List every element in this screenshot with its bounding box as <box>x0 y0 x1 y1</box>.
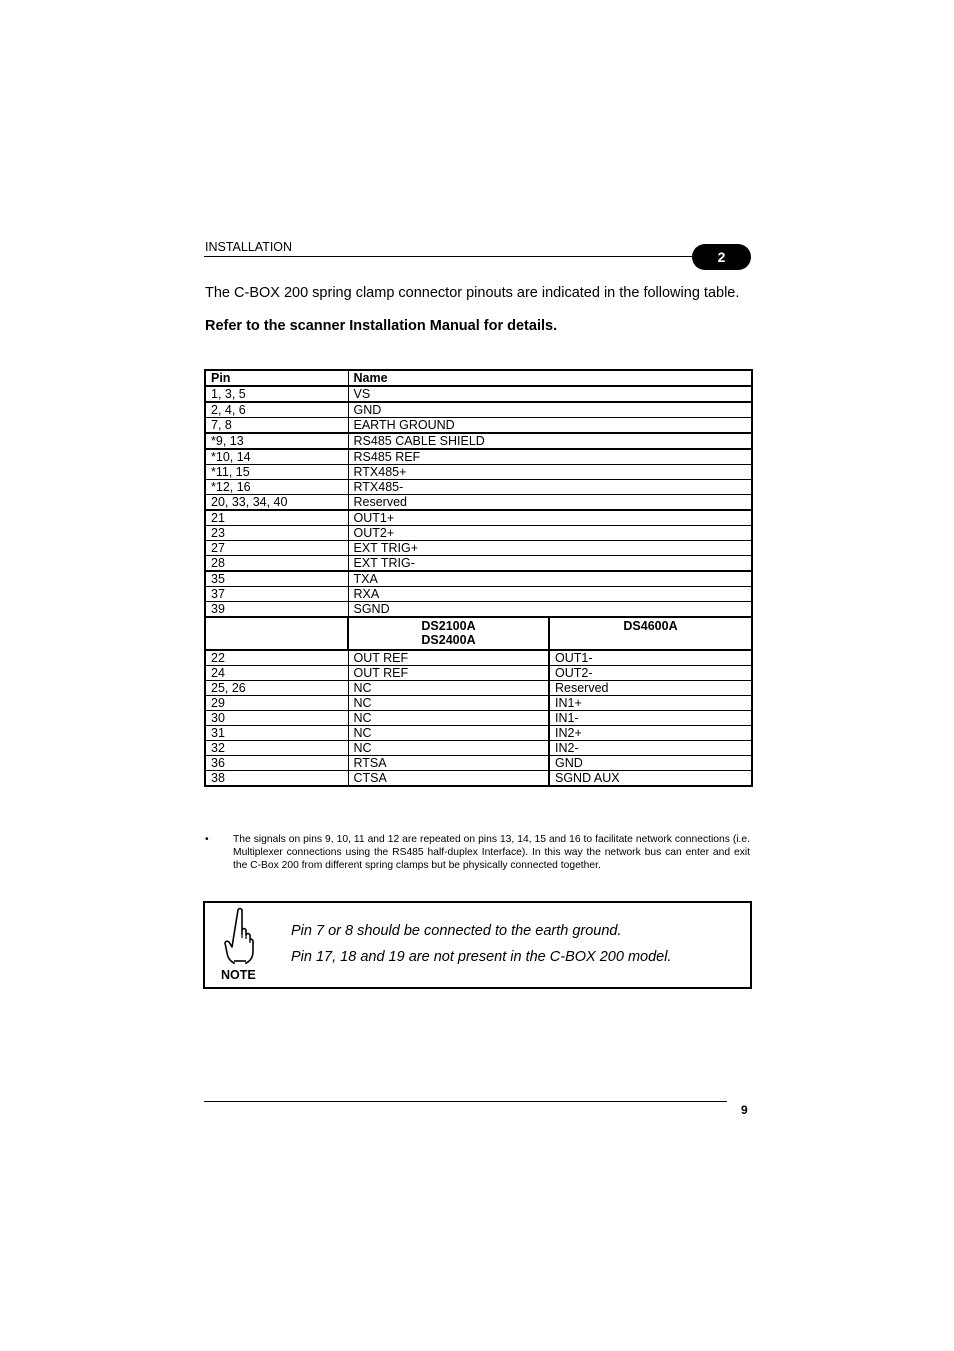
header-name: Name <box>348 370 752 386</box>
table-row <box>205 433 752 449</box>
model-line-2: DS2400A <box>421 633 476 647</box>
pointing-hand-icon <box>223 906 257 964</box>
pin-cell: 38 <box>205 771 348 787</box>
model-line-1: DS2100A <box>421 619 476 633</box>
ds2x00a-cell: RTSA <box>348 756 549 771</box>
note-line-2: Pin 17, 18 and 19 are not present in the C-BOX 200 model. <box>291 949 672 965</box>
pin-cell: *12, 16 <box>205 480 348 495</box>
ds4600a-cell: Reserved <box>549 681 752 696</box>
ds4600a-cell: IN1- <box>549 711 752 726</box>
pin-cell: 25, 26 <box>205 681 348 696</box>
pin-cell: 22 <box>205 650 348 666</box>
pin-cell: 36 <box>205 756 348 771</box>
name-cell: RS485 CABLE SHIELD <box>348 433 752 449</box>
pin-cell: 23 <box>205 526 348 541</box>
table-row <box>205 666 752 681</box>
name-cell: SGND <box>348 602 752 618</box>
model-ds2100a-ds2400a-header <box>348 617 549 650</box>
pin-cell: *10, 14 <box>205 449 348 465</box>
table-row <box>205 510 752 526</box>
ds4600a-cell: IN2- <box>549 741 752 756</box>
header-rule <box>204 256 704 257</box>
table-row <box>205 681 752 696</box>
ds2x00a-cell: NC <box>348 741 549 756</box>
table-row <box>205 587 752 602</box>
table-row <box>205 771 752 787</box>
ds4600a-cell: SGND AUX <box>549 771 752 787</box>
ds4600a-cell: OUT2- <box>549 666 752 681</box>
name-cell: VS <box>348 386 752 402</box>
chapter-badge: 2 <box>692 244 751 270</box>
ds2x00a-cell: NC <box>348 681 549 696</box>
name-cell: OUT1+ <box>348 510 752 526</box>
pin-cell: 7, 8 <box>205 418 348 434</box>
table-header-row <box>205 370 752 386</box>
ds4600a-cell: IN1+ <box>549 696 752 711</box>
name-cell: GND <box>348 402 752 418</box>
ds4600a-cell: OUT1- <box>549 650 752 666</box>
table-row <box>205 465 752 480</box>
refer-paragraph: Refer to the scanner Installation Manual for details. <box>205 318 558 334</box>
footer-rule <box>204 1101 727 1102</box>
table-row <box>205 556 752 572</box>
header-pin: Pin <box>205 370 348 386</box>
pin-cell: 39 <box>205 602 348 618</box>
ds2x00a-cell: NC <box>348 711 549 726</box>
pin-cell: 1, 3, 5 <box>205 386 348 402</box>
footnote <box>205 833 750 872</box>
note-label: NOTE <box>221 968 256 982</box>
note-box <box>203 901 752 989</box>
ds2x00a-cell: NC <box>348 726 549 741</box>
table-row <box>205 756 752 771</box>
pin-cell: 32 <box>205 741 348 756</box>
name-cell: Reserved <box>348 495 752 511</box>
name-cell: RTX485+ <box>348 465 752 480</box>
name-cell: EXT TRIG+ <box>348 541 752 556</box>
table-row <box>205 602 752 618</box>
table-row <box>205 726 752 741</box>
ds2x00a-cell: NC <box>348 696 549 711</box>
pin-cell: 31 <box>205 726 348 741</box>
table-row <box>205 480 752 495</box>
footnote-text: The signals on pins 9, 10, 11 and 12 are repeated on pins 13, 14, 15 and 16 to facilitate network connections (i.e. Multiplexer connections using the RS485 half-duplex Interface). In this way the network bus can enter and exit the C-Box 200 from different spring clamps but be physically connected together. <box>233 834 750 871</box>
note-line-1: Pin 7 or 8 should be connected to the earth ground. <box>291 923 622 939</box>
table-row <box>205 650 752 666</box>
name-cell: RS485 REF <box>348 449 752 465</box>
empty-cell <box>205 617 348 650</box>
pin-cell: *11, 15 <box>205 465 348 480</box>
pin-cell: 27 <box>205 541 348 556</box>
table-row <box>205 711 752 726</box>
ds2x00a-cell: CTSA <box>348 771 549 787</box>
name-cell: TXA <box>348 571 752 587</box>
pin-cell: 28 <box>205 556 348 572</box>
ds2x00a-cell: OUT REF <box>348 650 549 666</box>
section-header-label: INSTALLATION <box>205 240 293 254</box>
table-row <box>205 526 752 541</box>
table-row <box>205 386 752 402</box>
table-row <box>205 541 752 556</box>
table-row <box>205 696 752 711</box>
pin-cell: 29 <box>205 696 348 711</box>
pin-cell: 37 <box>205 587 348 602</box>
name-cell: RXA <box>348 587 752 602</box>
pin-cell: 21 <box>205 510 348 526</box>
page-number: 9 <box>741 1103 748 1117</box>
name-cell: EARTH GROUND <box>348 418 752 434</box>
table-row <box>205 741 752 756</box>
footnote-bullet: • <box>205 834 209 845</box>
table-row <box>205 449 752 465</box>
pin-cell: 35 <box>205 571 348 587</box>
pin-cell: 2, 4, 6 <box>205 402 348 418</box>
table-row <box>205 402 752 418</box>
model-header-row <box>205 617 752 650</box>
name-cell: EXT TRIG- <box>348 556 752 572</box>
table-row <box>205 495 752 511</box>
table-row <box>205 571 752 587</box>
pin-cell: 20, 33, 34, 40 <box>205 495 348 511</box>
ds2x00a-cell: OUT REF <box>348 666 549 681</box>
model-ds4600a-header: DS4600A <box>549 617 752 650</box>
pin-cell: *9, 13 <box>205 433 348 449</box>
ds4600a-cell: IN2+ <box>549 726 752 741</box>
pin-cell: 24 <box>205 666 348 681</box>
name-cell: OUT2+ <box>348 526 752 541</box>
pinout-table <box>204 369 753 787</box>
name-cell: RTX485- <box>348 480 752 495</box>
ds4600a-cell: GND <box>549 756 752 771</box>
intro-paragraph: The C-BOX 200 spring clamp connector pinouts are indicated in the following table. <box>205 285 740 301</box>
pin-cell: 30 <box>205 711 348 726</box>
table-row <box>205 418 752 434</box>
